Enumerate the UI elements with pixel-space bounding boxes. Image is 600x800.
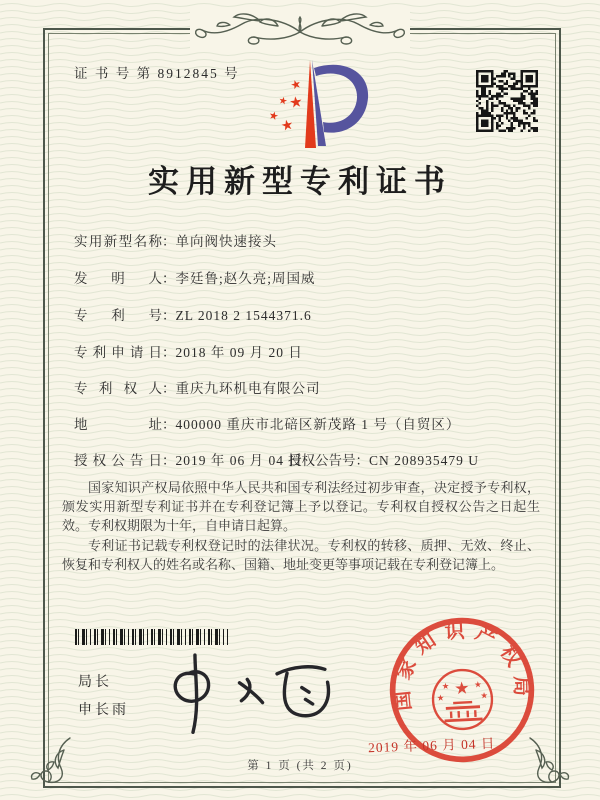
grant-number-group [288, 449, 479, 469]
seal-date: 2019 年 06 月 04 日 [367, 735, 496, 756]
field-value: CN 208935479 U [369, 453, 480, 468]
field-label: 发明人 [74, 271, 162, 286]
director-name: 申长雨 [78, 703, 129, 718]
field-colon: ： [162, 345, 176, 360]
legal-text-block [62, 478, 540, 574]
field-value: 2019 年 06 月 04 日 [175, 453, 303, 468]
field-value: 2018 年 09 月 20 日 [175, 345, 303, 360]
field-label: 实用新型名称 [74, 234, 162, 249]
field-colon: ： [162, 308, 176, 323]
field-colon: ： [162, 234, 176, 249]
field-value: 李廷鲁;赵久亮;周国威 [175, 271, 316, 286]
certificate-number: 证 书 号 第 8912845 号 [74, 66, 240, 81]
field-colon: ： [355, 453, 369, 468]
field-value: ZL 2018 2 1544371.6 [175, 308, 312, 323]
field-label: 授权公告日 [74, 453, 162, 468]
seal-small-star-icon: ★ [441, 680, 450, 692]
svg-text:★: ★ [279, 117, 296, 135]
field-row-patent-number [74, 304, 312, 324]
legal-paragraph-1: 国家知识产权局依照中华人民共和国专利法经过初步审查，决定授予专利权，颁发实用新型专利证书并在专利登记簿上予以登记。专利权自授权公告之日起生效。专利权期限为十年，自申请日起算。 [62, 480, 540, 534]
field-value: 400000 重庆市北碚区新茂路 1 号（自贸区） [175, 417, 461, 432]
field-row-grant [74, 449, 544, 469]
seal-small-star-icon: ★ [480, 690, 489, 701]
field-label: 专利申请日 [74, 345, 162, 360]
legal-paragraph-2: 专利证书记载专利权登记时的法律状况。专利权的转移、质押、无效、终止、恢复和专利权人的姓名或名称、国籍、地址变更等事项记载在专利登记簿上。 [62, 537, 540, 572]
handwritten-signature [148, 640, 363, 746]
field-colon: ： [162, 271, 176, 286]
field-value: 单向阀快速接头 [175, 234, 277, 249]
seal-big-star-icon: ★ [453, 678, 471, 699]
barcode [75, 629, 228, 645]
field-colon: ： [162, 453, 176, 468]
seal-small-star-icon: ★ [473, 679, 482, 690]
svg-text:★: ★ [288, 76, 304, 93]
page-number: 第 1 页 (共 2 页) [247, 760, 353, 772]
field-row-name [74, 230, 277, 250]
field-label: 授权公告号 [288, 453, 356, 468]
field-row-filing-date [74, 341, 303, 361]
cnipa-patent-logo-icon [248, 56, 378, 152]
director-title: 局长 [78, 675, 112, 690]
field-value: 重庆九环机电有限公司 [175, 381, 321, 396]
svg-text:★: ★ [288, 94, 304, 112]
svg-text:★: ★ [277, 95, 289, 108]
field-colon: ： [162, 381, 176, 396]
field-colon: ： [162, 417, 176, 432]
seal-small-star-icon: ★ [436, 692, 445, 703]
field-label: 专利权人 [74, 381, 162, 396]
qr-code [476, 70, 538, 132]
field-label: 地址 [74, 417, 162, 432]
field-label: 专利号 [74, 308, 162, 323]
svg-text:★: ★ [267, 109, 280, 124]
seal-text: 国家知识产权局 [390, 619, 533, 712]
top-flourish-ornament [190, 8, 410, 52]
field-row-inventors [74, 267, 316, 287]
field-row-patentee [74, 377, 321, 397]
certificate-title: 实用新型专利证书 [148, 164, 452, 199]
field-row-address [74, 413, 460, 433]
seal-tiananmen-icon [444, 700, 483, 722]
